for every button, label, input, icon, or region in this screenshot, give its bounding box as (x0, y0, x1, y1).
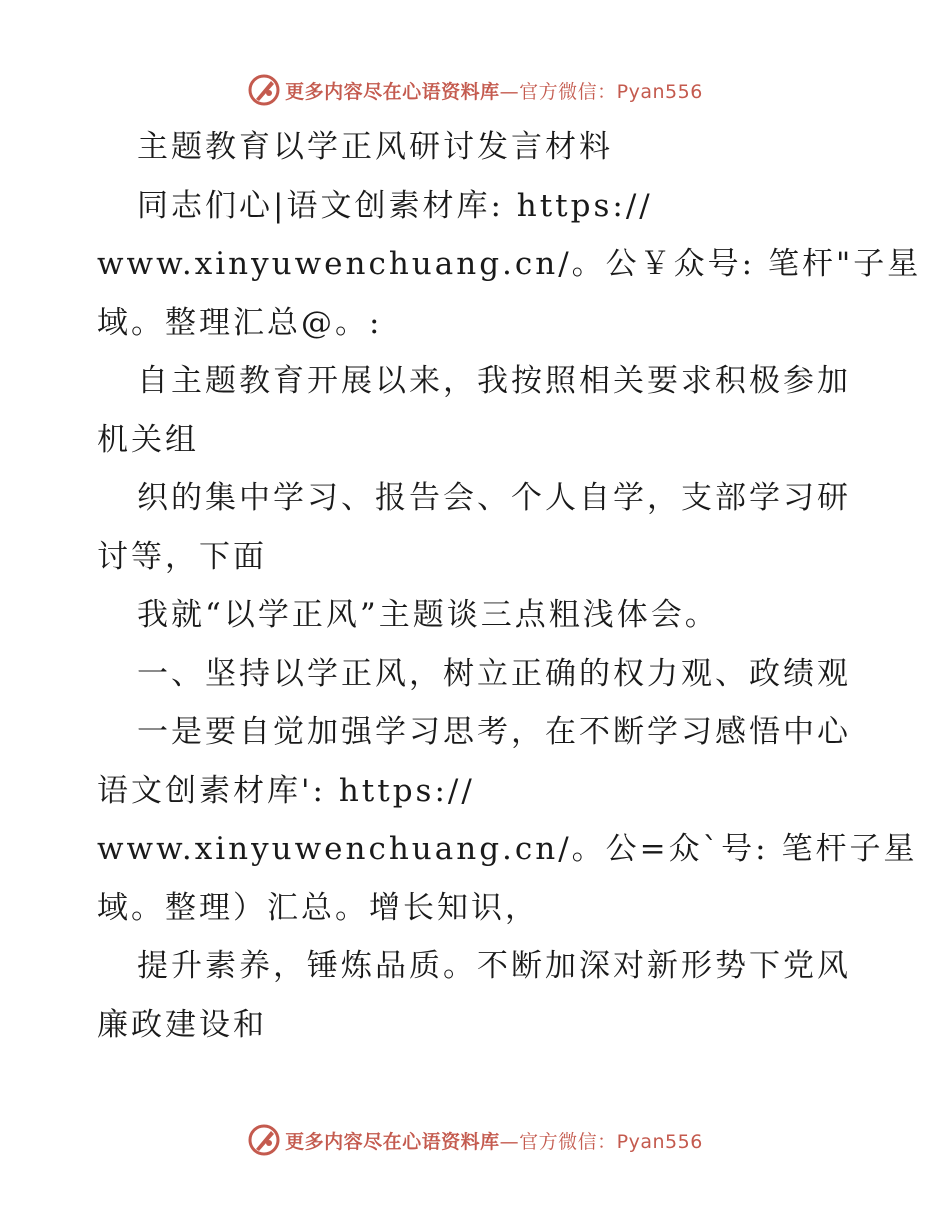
doc-line: 讨等，下面 (97, 538, 267, 575)
doc-line: 我就“以学正风”主题谈三点粗浅体会。 (137, 597, 719, 633)
pen-logo-icon (247, 1123, 281, 1157)
header-watermark (0, 70, 950, 110)
doc-line: 域。整理）汇总。增长知识， (97, 889, 539, 926)
doc-line: 自主题教育开展以来，我按照相关要求积极参加 (137, 363, 851, 399)
doc-line: www.xinyuwenchuang.cn/。公￥众号: 笔杆"子星 (97, 246, 922, 282)
doc-line: 一、坚持以学正风，树立正确的权力观、政绩观 (137, 655, 851, 692)
doc-line: 同志们心|语文创素材库: https:// (137, 187, 653, 224)
pen-logo-icon (247, 73, 281, 107)
doc-line: 语文创素材库': https:// (97, 772, 475, 809)
document-body (97, 118, 922, 1054)
watermark-wechat-text: —官方微信：Pyan556 (499, 1130, 703, 1153)
doc-line: 提升素养，锤炼品质。不断加深对新形势下党风 (137, 948, 851, 984)
doc-line: 织的集中学习、报告会、个人自学，支部学习研 (137, 480, 851, 516)
doc-line: www.xinyuwenchuang.cn/。公=众`号: 笔杆子星 (97, 831, 918, 867)
footer-watermark (0, 1120, 950, 1160)
doc-line: 廉政建设和 (97, 1006, 267, 1043)
watermark-main-text: 更多内容尽在心语资料库 (285, 80, 500, 103)
doc-line: 一是要自觉加强学习思考，在不断学习感悟中心 (137, 714, 851, 750)
watermark-wechat-text: —官方微信：Pyan556 (499, 80, 703, 103)
doc-line: 域。整理汇总@。: (97, 304, 383, 341)
doc-line: 机关组 (97, 421, 199, 458)
doc-line: 主题教育以学正风研讨发言材料 (137, 129, 613, 165)
watermark-main-text: 更多内容尽在心语资料库 (285, 1130, 500, 1153)
